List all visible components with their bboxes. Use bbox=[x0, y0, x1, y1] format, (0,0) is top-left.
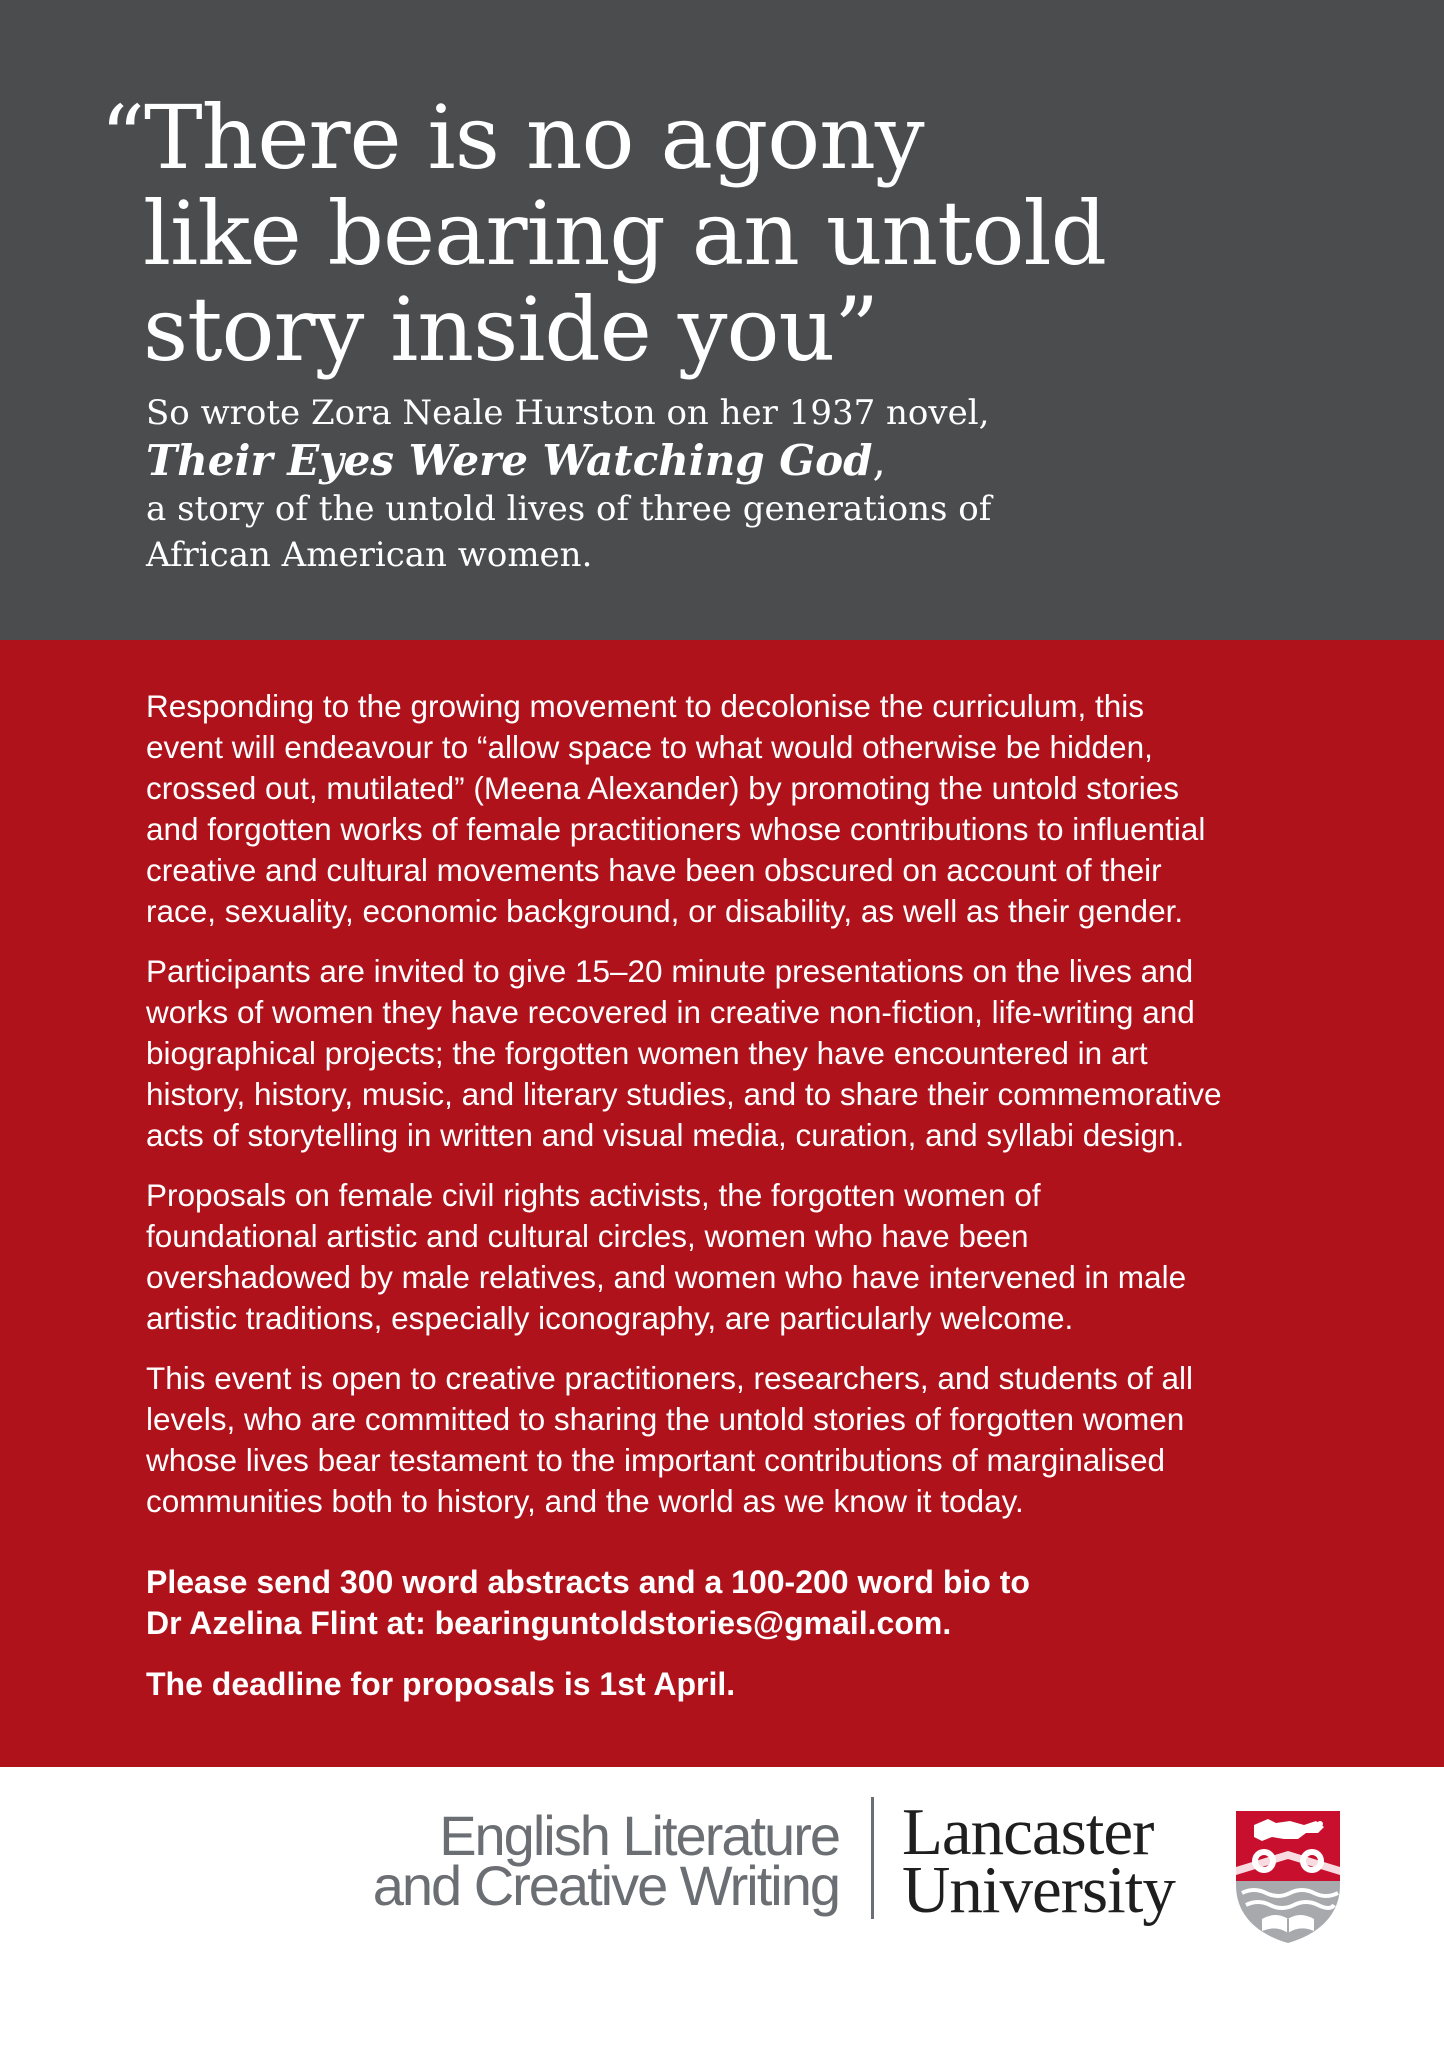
call-for-papers-text bbox=[146, 686, 1366, 1705]
body-paragraph bbox=[146, 951, 1366, 1156]
quote-line: story inside you” bbox=[143, 278, 879, 381]
lancaster-university-crest-icon bbox=[1232, 1807, 1344, 1947]
text-line: acts of storytelling in written and visual media, curation, and syllabi design. bbox=[146, 1117, 1185, 1153]
text-line: race, sexuality, economic background, or disability, as well as their gender. bbox=[146, 893, 1184, 929]
text-line: foundational artistic and cultural circles, women who have been bbox=[146, 1218, 1029, 1254]
text-line: Proposals on female civil rights activists, the forgotten women of bbox=[146, 1177, 1041, 1213]
text-line: communities both to history, and the world as we know it today. bbox=[146, 1483, 1024, 1519]
text-line: Please send 300 word abstracts and a 100-200 word bio to bbox=[146, 1564, 1030, 1600]
text-line: crossed out, mutilated” (Meena Alexander) by promoting the untold stories bbox=[146, 770, 1180, 806]
text-line: event will endeavour to “allow space to what would otherwise be hidden, bbox=[146, 729, 1153, 765]
logo-divider bbox=[871, 1797, 874, 1919]
department-line: and Creative Writing bbox=[372, 1854, 839, 1917]
text-line: Participants are invited to give 15–20 minute presentations on the lives and bbox=[146, 953, 1194, 989]
text-line: This event is open to creative practitioners, researchers, and students of all bbox=[146, 1360, 1194, 1396]
book-title-line bbox=[146, 436, 991, 486]
university-logotype bbox=[902, 1795, 1175, 1927]
book-title: Their Eyes Were Watching God bbox=[146, 436, 873, 485]
university-line: Lancaster bbox=[902, 1795, 1154, 1869]
body-paragraph bbox=[146, 1358, 1366, 1522]
text-line: history, history, music, and literary studies, and to share their commemorative bbox=[146, 1076, 1222, 1112]
text-line: overshadowed by male relatives, and women who have intervened in male bbox=[146, 1259, 1187, 1295]
intro-line: So wrote Zora Neale Hurston on her 1937 novel, bbox=[146, 393, 990, 433]
contact-email-line[interactable]: Dr Azelina Flint at: bearinguntoldstories@gmail.com. bbox=[146, 1605, 952, 1641]
deadline-notice: The deadline for proposals is 1st April. bbox=[146, 1666, 736, 1702]
text-line: and forgotten works of female practitioners whose contributions to influential bbox=[146, 811, 1206, 847]
text-line: Responding to the growing movement to decolonise the curriculum, this bbox=[146, 688, 1145, 724]
text-line: whose lives bear testament to the important contributions of marginalised bbox=[146, 1442, 1166, 1478]
intro-line: African American women. bbox=[146, 535, 593, 575]
quote-attribution bbox=[146, 390, 991, 578]
headline-quote bbox=[100, 86, 1107, 381]
text-line: artistic traditions, especially iconography, are particularly welcome. bbox=[146, 1300, 1074, 1336]
submission-instructions bbox=[146, 1562, 1366, 1644]
quote-line: “There is no agony bbox=[100, 86, 924, 189]
call-for-papers-section bbox=[0, 640, 1444, 1767]
book-title-suffix: , bbox=[872, 436, 886, 485]
body-paragraph bbox=[146, 1175, 1366, 1339]
text-line: creative and cultural movements have been obscured on account of their bbox=[146, 852, 1162, 888]
intro-line: a story of the untold lives of three generations of bbox=[146, 489, 992, 529]
body-paragraph bbox=[146, 686, 1366, 932]
text-line: works of women they have recovered in creative non-fiction, life-writing and bbox=[146, 994, 1195, 1030]
text-line: levels, who are committed to sharing the untold stories of forgotten women bbox=[146, 1401, 1185, 1437]
university-line: University bbox=[902, 1853, 1175, 1927]
text-line: biographical projects; the forgotten women they have encountered in art bbox=[146, 1035, 1148, 1071]
department-name bbox=[372, 1804, 839, 1917]
quote-line: like bearing an untold bbox=[143, 182, 1107, 285]
quote-section bbox=[0, 0, 1444, 640]
department-line: English Literature bbox=[439, 1804, 839, 1867]
footer bbox=[0, 1767, 1444, 2048]
